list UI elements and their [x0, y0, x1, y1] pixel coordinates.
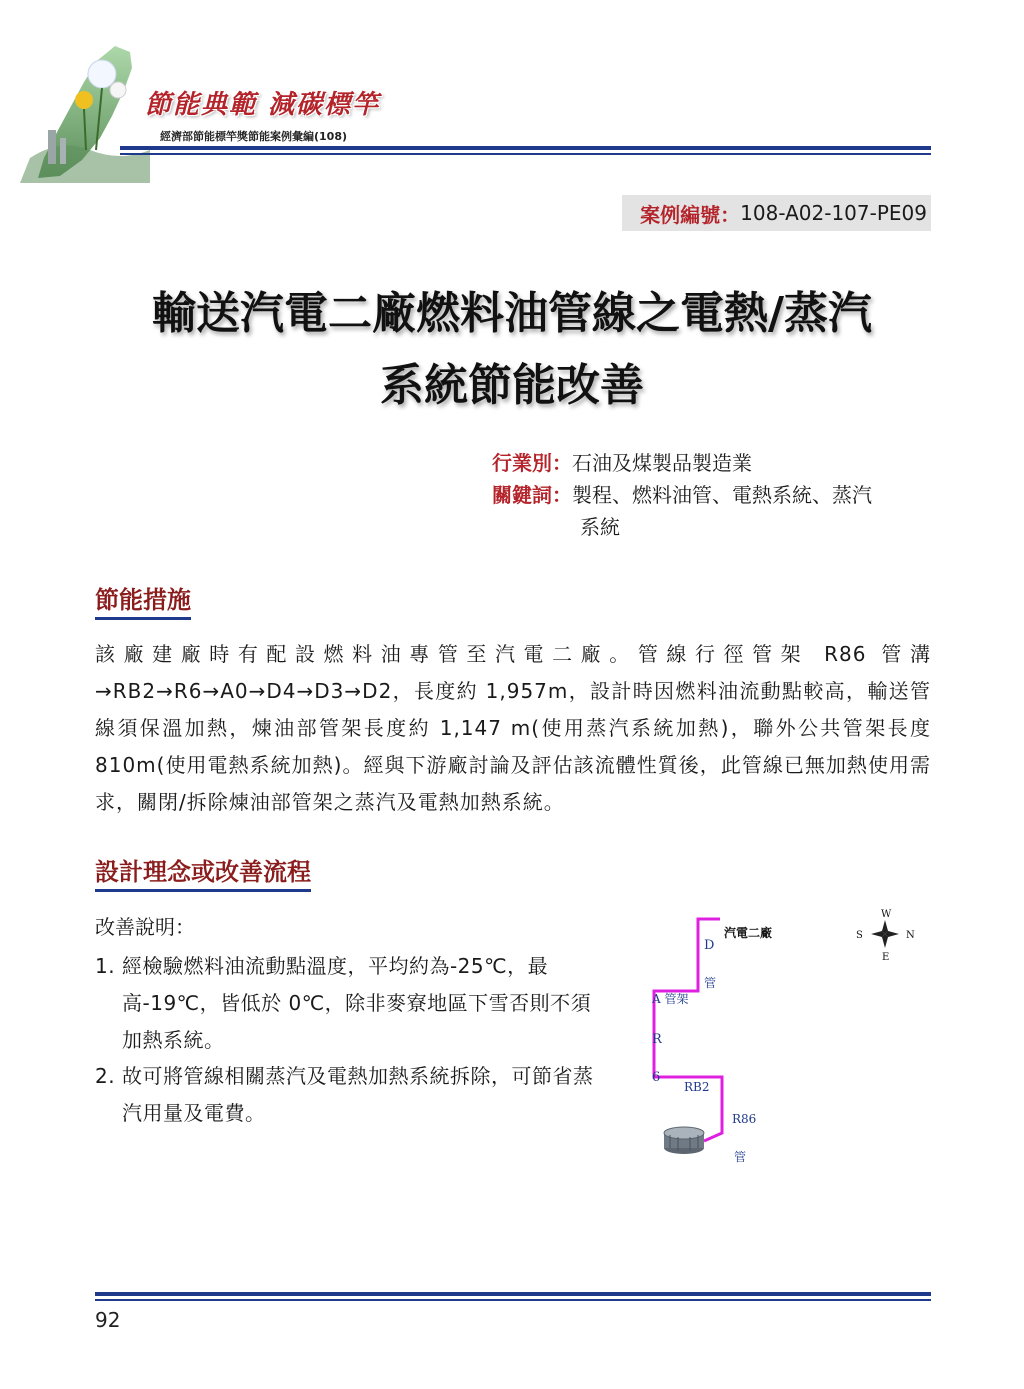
- compass-s: S: [856, 930, 863, 941]
- measures-heading: 節能措施: [95, 580, 191, 620]
- document-title: [60, 278, 964, 422]
- improve-item-1: 1. 經檢驗燃料油流動點溫度，平均約為-25℃，最高-19℃，皆低於 0℃，除非麥寮地區下雪否則不須加熱系統。: [95, 954, 592, 1052]
- measures-paragraph: 該廠建廠時有配設燃料油專管至汽電二廠。管線行徑管架 R86 管溝→RB2→R6→A0→D4→D3→D2，長度約 1,957m，設計時因燃料油流動點較高，輸送管線須保溫加熱，煉油部管架長度約 1,147 m(使用蒸汽系統加熱)，聯外公共管架長度 810m(使用電熱系統加熱)。經與下游廠討論及評估該流體性質後，此管線已無加熱使用需求，關閉/拆除煉油部管架之蒸汽及電熱加熱系統。: [95, 642, 931, 814]
- compass-n: N: [906, 930, 915, 941]
- keywords-value: 製程、燃料油管、電熱系統、蒸汽: [572, 483, 872, 507]
- industry-label: 行業別：: [492, 451, 572, 475]
- header-rule-thin: [120, 153, 931, 155]
- title-line-1: 輸送汽電二廠燃料油管線之電熱/蒸汽: [151, 288, 873, 339]
- industry-row: [492, 448, 752, 478]
- pipeline-route-diagram: [640, 905, 930, 1175]
- design-heading: 設計理念或改善流程: [95, 852, 311, 892]
- label-r: R: [652, 1032, 662, 1047]
- case-number-box: [622, 195, 931, 231]
- keywords-row: [492, 480, 872, 510]
- keywords-value-continued: 系統: [580, 515, 620, 539]
- header-rule: [120, 146, 931, 150]
- compass-w: W: [881, 909, 892, 920]
- compass-rose-icon: [871, 920, 899, 948]
- case-number-value: 108-A02-107-PE09: [740, 201, 927, 225]
- brand-title: 節能典範 減碳標竿: [145, 90, 381, 120]
- title-line-2: 系統節能改善: [380, 360, 644, 411]
- improve-intro: 改善說明：: [95, 915, 195, 939]
- keywords-label: 關鍵詞：: [492, 483, 572, 507]
- label-rb2: RB2: [684, 1080, 710, 1094]
- footer-rule-thin: [95, 1299, 931, 1301]
- industry-value: 石油及煤製品製造業: [572, 451, 752, 475]
- taiwan-logo-art: [20, 38, 160, 183]
- case-number-label: 案例編號：: [640, 202, 741, 227]
- label-d-pipe: 管: [704, 976, 717, 990]
- page-number: 92: [95, 1308, 121, 1332]
- compass-e: E: [882, 952, 890, 963]
- label-r86-pipe: 管: [734, 1150, 747, 1164]
- storage-tank-icon: [664, 1127, 704, 1154]
- label-a: A 管架: [652, 992, 689, 1006]
- improve-item-2: 2. 故可將管線相關蒸汽及電熱加熱系統拆除，可節省蒸汽用量及電費。: [95, 1064, 594, 1125]
- brand-subtitle: 經濟部節能標竿獎節能案例彙編(108): [160, 130, 348, 143]
- label-6: 6: [652, 1070, 661, 1085]
- label-d: D: [704, 938, 715, 953]
- label-plant: 汽電二廠: [724, 926, 773, 940]
- label-r86: R86: [732, 1112, 757, 1126]
- footer-rule: [95, 1292, 931, 1296]
